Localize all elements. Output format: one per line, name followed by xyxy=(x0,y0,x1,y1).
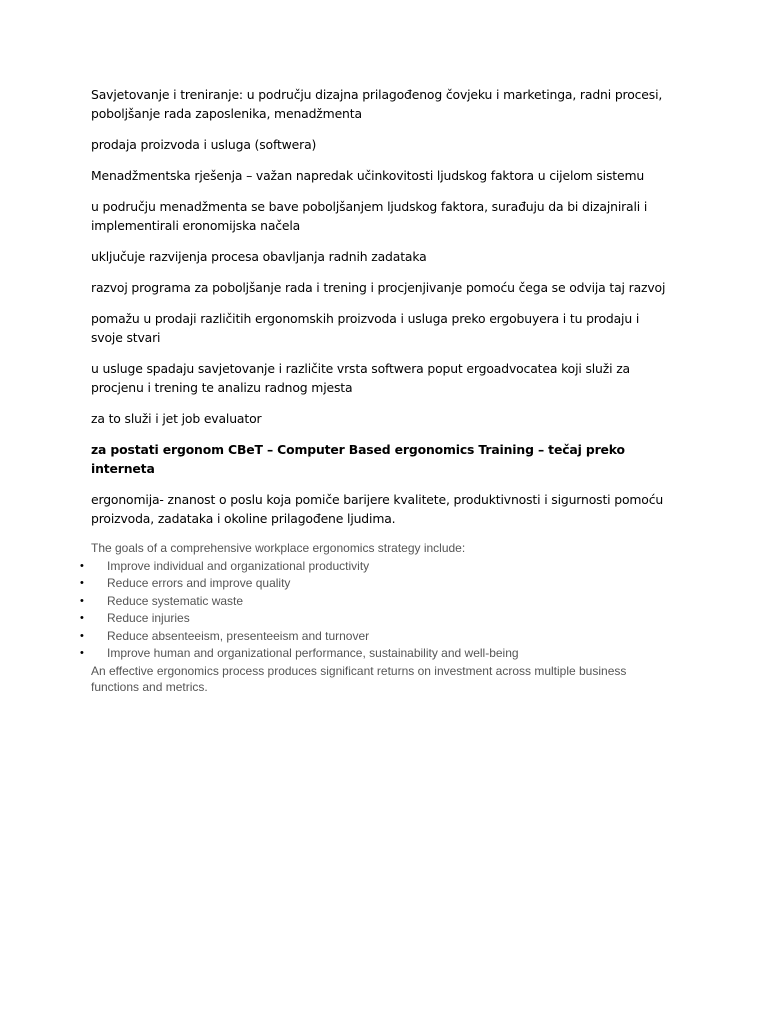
paragraph: razvoj programa za poboljšanje rada i trening i procjenjivanje pomoću čega se odvija taj razvoj xyxy=(91,280,666,295)
list-item xyxy=(80,610,671,628)
paragraph: ergonomija- znanost o poslu koja pomiče barijere kvalitete, produktivnosti i sigurnosti pomoću proizvoda, zadataka i okoline prilagođene ljudima. xyxy=(91,492,664,526)
list-item-text: Reduce errors and improve quality xyxy=(107,576,291,590)
paragraph: za to služi i jet job evaluator xyxy=(91,411,262,426)
list-item-text: Improve individual and organizational productivity xyxy=(107,558,370,573)
bullet-icon: • xyxy=(80,629,84,642)
bullet-icon: • xyxy=(80,647,84,659)
list-item xyxy=(80,558,671,576)
bullet-icon: • xyxy=(80,559,84,572)
list-item xyxy=(80,593,671,611)
list-item-text: Reduce absenteeism, presenteeism and turnover xyxy=(107,628,370,643)
goals-section xyxy=(80,540,671,695)
list-item-text: Reduce injuries xyxy=(107,611,190,625)
paragraph: uključuje razvijenja procesa obavljanja radnih zadataka xyxy=(91,249,427,264)
paragraph: prodaja proizvoda i usluga (softwera) xyxy=(91,137,317,152)
paragraph: u usluge spadaju savjetovanje i različite vrsta softwera poput ergoadvocatea koji služi za procjenu i trening te analizu radnog mjesta xyxy=(91,361,630,395)
document-page xyxy=(80,85,671,695)
bullet-icon: • xyxy=(80,612,84,624)
paragraph-bold: za postati ergonom CBeT – Computer Based ergonomics Training – tečaj preko interneta xyxy=(91,442,625,476)
goals-list xyxy=(80,558,671,663)
list-item-text: Improve human and organizational performance, sustainability and well-being xyxy=(107,646,519,660)
bullet-icon: • xyxy=(80,594,84,607)
paragraph: pomažu u prodaji različitih ergonomskih proizvoda i usluga preko ergobuyera i tu prodaju i svoje stvari xyxy=(91,311,640,345)
list-item-text: Reduce systematic waste xyxy=(107,593,244,608)
goals-outro: An effective ergonomics process produces significant returns on investment across multiple business functions and metrics. xyxy=(91,663,627,694)
bullet-icon: • xyxy=(80,577,84,589)
list-item xyxy=(80,628,671,646)
list-item xyxy=(80,645,671,663)
paragraph: Menadžmentska rješenja – važan napredak učinkovitosti ljudskog faktora u cijelom sistemu xyxy=(91,168,645,183)
paragraph: u području menadžmenta se bave poboljšanjem ljudskog faktora, surađuju da bi dizajnirali i implementirali eronomijska načela xyxy=(91,199,648,233)
paragraph: Savjetovanje i treniranje: u području dizajna prilagođenog čovjeku i marketinga, radni procesi, poboljšanje rada zaposlenika, menadžmenta xyxy=(91,87,663,121)
goals-intro: The goals of a comprehensive workplace ergonomics strategy include: xyxy=(91,541,466,555)
list-item xyxy=(80,575,671,593)
